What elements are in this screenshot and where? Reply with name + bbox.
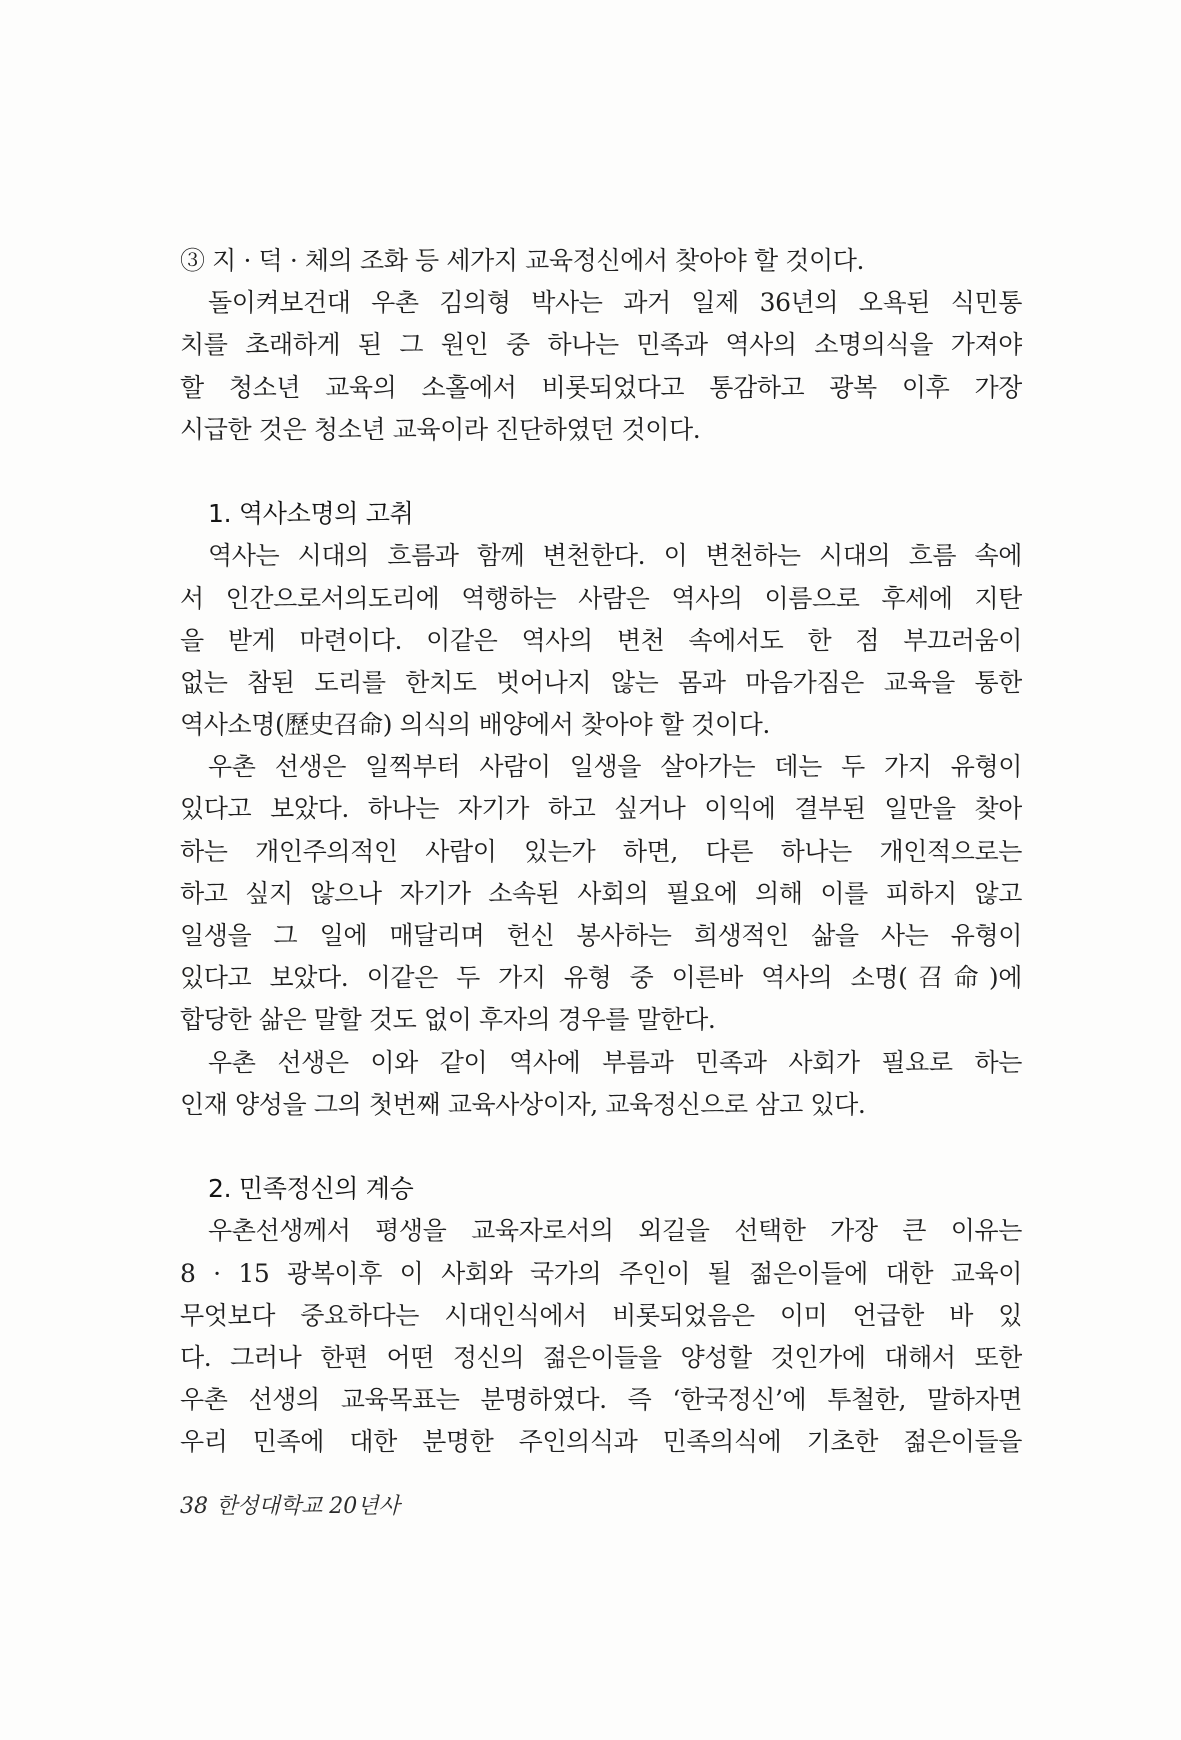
body-line: 인재 양성을 그의 첫번째 교육사상이자, 교육정신으로 삼고 있다. [180, 1089, 866, 1119]
page-footer [180, 1490, 400, 1524]
intro-line: 치를 초래하게 된 그 원인 중 하나는 민족과 역사의 소명의식을 가져야 [180, 330, 1022, 360]
body-line: 있다고 보았다. 하나는 자기가 하고 싶거나 이익에 결부된 일만을 찾아 [180, 794, 1022, 824]
body-line: 우촌선생께서 평생을 교육자로서의 외길을 선택한 가장 큰 이유는 [208, 1216, 1022, 1246]
body-line: 역사소명(歷史召命) 의식의 배양에서 찾아야 할 것이다. [180, 710, 770, 740]
body-line: 우촌 선생은 이와 같이 역사에 부름과 민족과 사회가 필요로 하는 [208, 1047, 1022, 1077]
body-line: 없는 참된 도리를 한치도 벗어나지 않는 몸과 마음가짐은 교육을 통한 [180, 667, 1022, 697]
section-heading: 1. 역사소명의 고취 [208, 499, 414, 529]
body-line: 서 인간으로서의도리에 역행하는 사람은 역사의 이름으로 후세에 지탄 [180, 583, 1022, 613]
body-line: 우촌 선생의 교육목표는 분명하였다. 즉 ‘한국정신’에 투철한, 말하자면 [180, 1385, 1022, 1415]
intro-line: 돌이켜보건대 우촌 김의형 박사는 과거 일제 36년의 오욕된 식민통 [208, 288, 1022, 318]
body-line: 우촌 선생은 일찍부터 사람이 일생을 살아가는 데는 두 가지 유형이 [208, 752, 1022, 782]
body-line: 하는 개인주의적인 사람이 있는가 하면, 다른 하나는 개인적으로는 [180, 836, 1022, 866]
body-line: 있다고 보았다. 이같은 두 가지 유형 중 이른바 역사의 소명(召命)에 [180, 963, 1022, 993]
intro-line: 할 청소년 교육의 소홀에서 비롯되었다고 통감하고 광복 이후 가장 [180, 372, 1022, 402]
body-line: 일생을 그 일에 매달리며 헌신 봉사하는 희생적인 삶을 사는 유형이 [180, 921, 1022, 950]
spacer [180, 451, 1022, 493]
body-line: 역사는 시대의 흐름과 함께 변천한다. 이 변천하는 시대의 흐름 속에 [208, 541, 1022, 571]
body-line: 다. 그러나 한편 어떤 정신의 젊은이들을 양성할 것인가에 대해서 또한 [180, 1342, 1022, 1372]
body-line: 을 받게 마련이다. 이같은 역사의 변천 속에서도 한 점 부끄러움이 [180, 625, 1022, 655]
body-line: 하고 싶지 않으나 자기가 소속된 사회의 필요에 의해 이를 피하지 않고 [180, 878, 1022, 908]
body-line: 무엇보다 중요하다는 시대인식에서 비롯되었음은 이미 언급한 바 있 [180, 1300, 1022, 1330]
intro-line: 시급한 것은 청소년 교육이라 진단하였던 것이다. [180, 414, 701, 444]
footer-page-number: 38 [180, 1494, 208, 1519]
section-heading: 2. 민족정신의 계승 [208, 1174, 414, 1204]
intro-line: ③ 지 · 덕 · 체의 조화 등 세가지 교육정신에서 찾아야 할 것이다. [180, 246, 865, 275]
body-text [180, 240, 1022, 1463]
spacer [180, 1126, 1022, 1168]
footer-book-title: 한성대학교 20년사 [216, 1494, 400, 1519]
body-line: 우리 민족에 대한 분명한 주인의식과 민족의식에 기초한 젊은이들을 [180, 1427, 1022, 1457]
body-line: 8 · 15 광복이후 이 사회와 국가의 주인이 될 젊은이들에 대한 교육이 [180, 1258, 1022, 1288]
body-line: 합당한 삶은 말할 것도 없이 후자의 경우를 말한다. [180, 1005, 716, 1035]
